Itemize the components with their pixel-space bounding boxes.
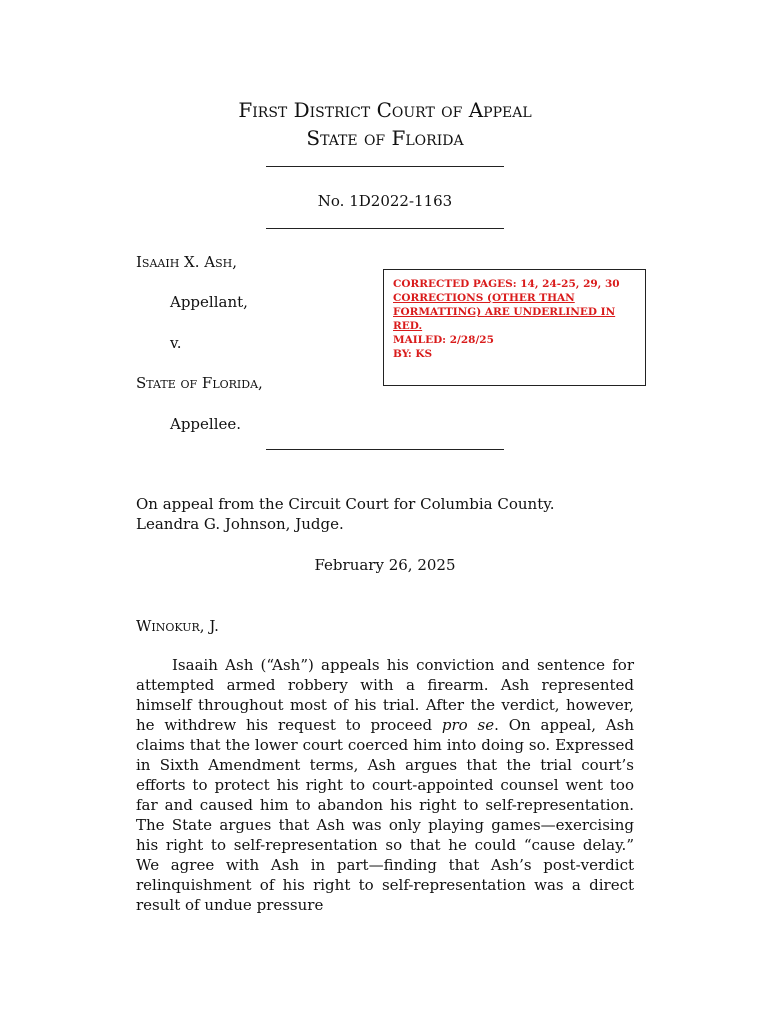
author-judge: Winokur, J.: [136, 617, 219, 635]
court-name: First District Court of Appeal: [238, 98, 532, 122]
opinion-text: . On appeal, Ash claims that the lower court coerced him into doing so. Expressed in Sixth Amendment terms, Ash argues that the trial court’s efforts to protect his right to court-appointed counsel went too far and caused him to abandon his right to self-representation. The State argues that Ash was only playing games—exercising his right to self-representation so that he could “cause delay.” We agree with Ash in part—finding that Ash’s post-verdict relinquishment of his right to self-representation was a direct result of undue pressure: [136, 716, 634, 914]
stamp-corrections-line: FORMATTING) ARE UNDERLINED IN: [393, 306, 616, 318]
stamp-mailed-date: MAILED: 2/28/25: [393, 334, 494, 346]
appellee-role: Appellee.: [170, 415, 242, 433]
stamp-by: BY: KS: [393, 348, 433, 360]
opinion-body: [136, 655, 634, 915]
versus-label: v.: [170, 334, 182, 352]
case-number: No. 1D2022-1163: [317, 192, 453, 210]
opinion-date: February 26, 2025: [314, 556, 456, 574]
opinion-text: Isaaih Ash (“Ash”) appeals his conviction and sentence for attempted armed robbery with a firearm. Ash represented himself throughout most of his trial. After the verdict, however, he withdrew his request to proceed: [136, 656, 634, 734]
divider: [266, 166, 504, 167]
appellant-role: Appellant,: [170, 293, 248, 311]
state-name: State of Florida: [306, 126, 464, 150]
opinion-italic-term: pro se: [441, 716, 495, 734]
appellee-name: State of Florida,: [136, 374, 263, 392]
correction-stamp: [383, 269, 646, 386]
appeal-origin: On appeal from the Circuit Court for Columbia County.: [136, 495, 555, 513]
stamp-corrected-pages: CORRECTED PAGES: 14, 24-25, 29, 30: [393, 278, 620, 290]
stamp-corrections-line: CORRECTIONS (OTHER THAN: [393, 292, 575, 304]
divider: [266, 228, 504, 229]
stamp-corrections-line: RED.: [393, 320, 423, 332]
appellant-name: Isaaih X. Ash,: [136, 253, 237, 271]
divider: [266, 449, 504, 450]
judge-name: Leandra G. Johnson, Judge.: [136, 515, 344, 533]
opinion-paragraph: [136, 655, 634, 915]
